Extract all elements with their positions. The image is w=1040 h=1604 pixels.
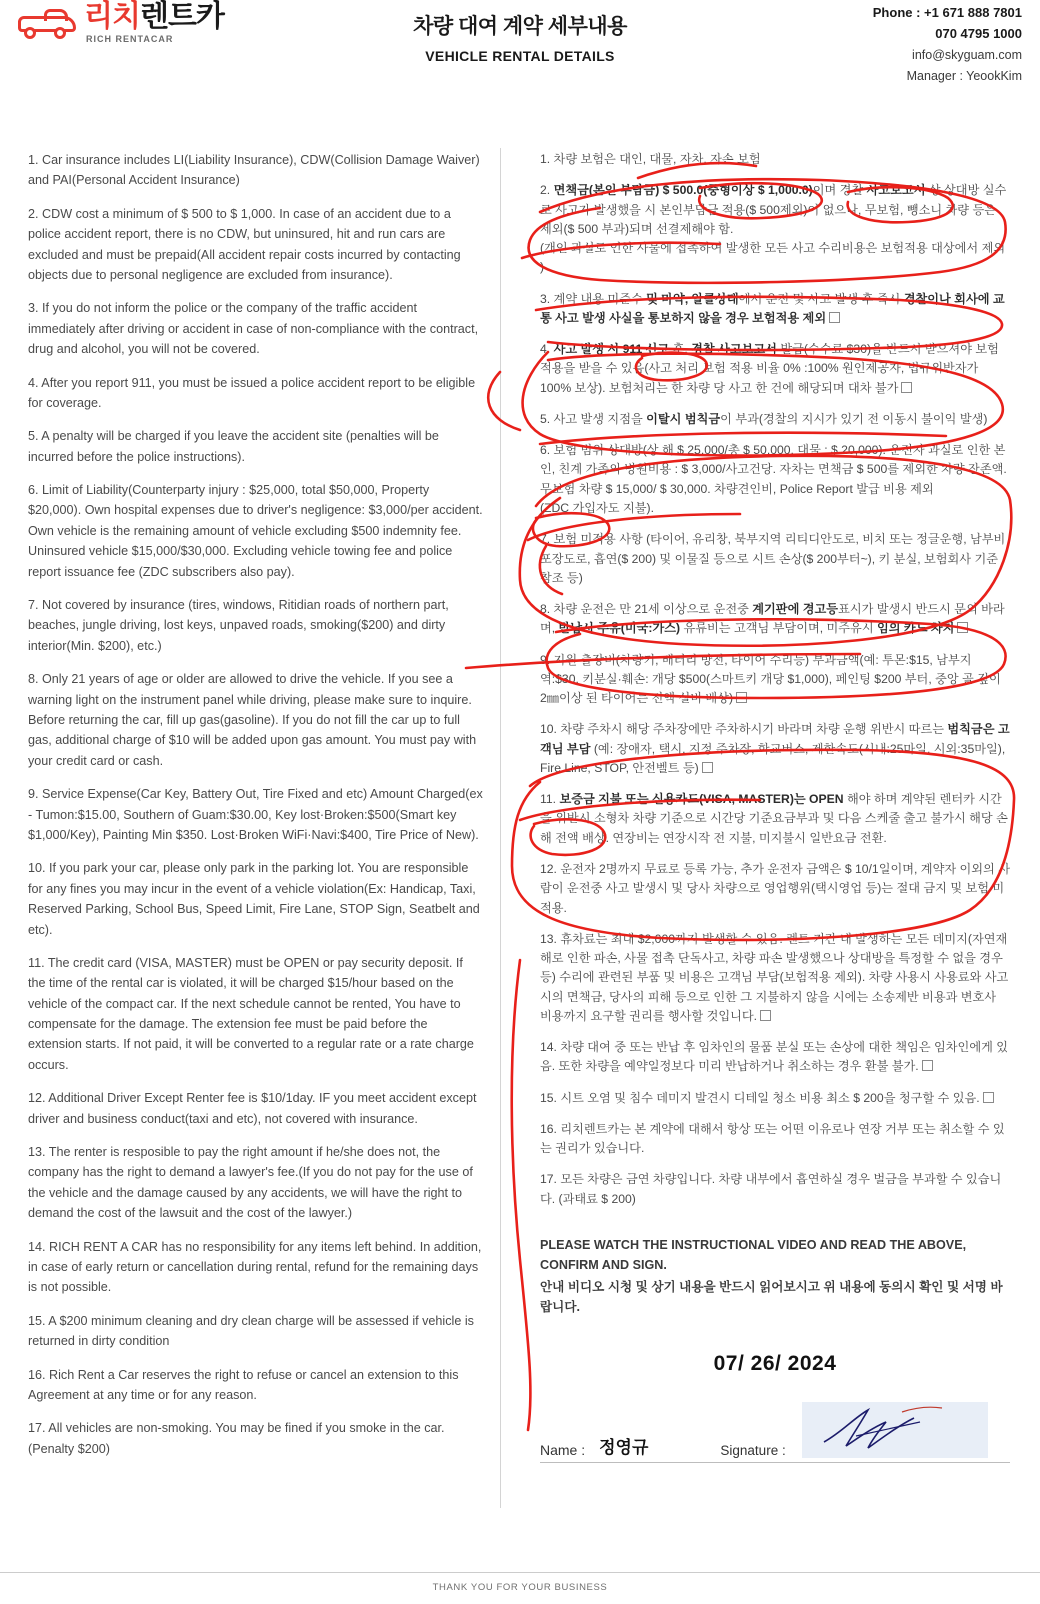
korean-term-14: 14. 차량 대여 중 또는 반납 후 임차인의 물품 분실 또는 손상에 대한 책임은 임차인에게 있음. 또한 차량을 예약일정보다 미리 반납하거나 취소하는 경우 환불 불가. [540, 1040, 1009, 1074]
page-title-korean: 차량 대여 계약 세부내용 [413, 15, 627, 38]
english-term-9: 9. Service Expense(Car Key, Battery Out, Tire Fixed and etc) Amount Charged(ex - Tumon:$15.00, Southern of Guam:$30.00, Key lost·Broken:$500(Smart key $1,000/Key), Painting Min $350. Lost·Broken WiFi·Navi:$400, Tire Price of New). [28, 787, 483, 842]
english-term-11: 11. The credit card (VISA, MASTER) must be OPEN or pay security deposit. If the time of the rental car is violated, it will be charged $15/hour based on the vehicle of the compact car. If the next schedule cannot be rented, You have to compensate for the damage. The extension fee must be paid before the extension starts. If not paid, it will be converted to a regular rate or a rate charge occurs. [28, 955, 474, 1072]
korean-term-6: 6. 보험 범위 상대방(상 해 $ 25,000/총 $ 50,000, 대물 : $ 20,000). 운전자 과실로 인한 본인, 친계 가족의 병원비용 : $ 3,000/사고건당. 자차는 면책금 $ 500를 제외한 차량 잔존액. 무보험 차량 $ 15,000/ $ 30,000. 차량견인비, Police Report 발급 비용 제외 (ZDC 가입자도 지불). [540, 443, 1007, 515]
korean-term-13: 13. 휴차료는 최대 $2,000까지 발생할 수 있음. 렌트 기간 내 발생하는 모든 데미지(자연재해로 인한 파손, 사물 접촉 단독사고, 차량 파손 발생했으나 상대방을 특정할 수 없을 경우 등) 수리에 관련된 부품 및 비용은 고객님 부담(보험적용 제외). 차량 사용시 사용료와 사고시의 면책금, 당사의 피해 등으로 인한 그 지불하지 않을 시에는 소송제반 비용과 변호사 비용까지 요구할 권리를 행사할 것입니다. [540, 931, 1009, 1023]
korean-term-8: 8. 차량 운전은 만 21세 이상으로 운전중 계기판에 경고등표시가 발생시 반드시 문의 바라며, 반납시 주유(미국:가스) 유류비는 고객님 부담이며, 미주유시 임의 카드 차지 [540, 602, 1005, 636]
english-term-10: 10. If you park your car, please only park in the parking lot. You are responsible for any fines you may incur in the event of a vehicle violation(Ex: Handicap, Taxi, Reserved Parking, School Bus, Speed Limit, Fire Lane, STOP Sign, Seatbelt and etc). [28, 861, 480, 937]
korean-term-17: 17. 모든 차량은 금연 차량입니다. 차량 내부에서 흡연하실 경우 벌금을 부과할 수 있습니다. (과태료 $ 200) [540, 1172, 1002, 1206]
korean-term-7: 7. 보험 미적용 사항 (타이어, 유리창, 북부지역 리티디안도로, 비치 또는 정글운행, 남부비포장도로, 흡연($ 200) 및 이물질 등으로 시트 손상($ 200부터~), 키 분실, 보험회사 기준 참조 등) [540, 532, 1006, 585]
notice-english: PLEASE WATCH THE INSTRUCTIONAL VIDEO AND READ THE ABOVE, CONFIRM AND SIGN. [540, 1237, 967, 1273]
korean-term-1: 1. 차량 보험은 대인, 대물, 자차, 자손 보험 [540, 152, 761, 166]
english-terms-column [28, 150, 483, 1472]
korean-terms-column [540, 150, 1010, 1463]
english-term-15: 15. A $200 minimum cleaning and dry clean charge will be assessed if vehicle is returned in dirty condition [28, 1313, 474, 1349]
english-term-12: 12. Additional Driver Except Renter fee is $10/1day. IF you meet accident except driver and business conduct(taxi and etc), not covered with insurance. [28, 1091, 477, 1126]
korean-term-2: 2. 면책금(본인 부담금) $ 500.0(중형이상 $ 1,000.0)이며 경찰 사고보고서 상 상대방 실수로 사고가 발생했을 시 본인부담금 적용($ 500제외)이 없으나, 무보험, 뺑소니 차량 등은 제외($ 500 부과)되며 선결제해야 함. (개인 과실로 인한 사물에 접촉하여 발생한 모든 사고 수리비용은 보험적용 대상에서 제외 ) [540, 183, 1007, 275]
term-checkbox[interactable] [922, 1060, 933, 1071]
notice-block [540, 1235, 1010, 1318]
term-checkbox[interactable] [829, 312, 840, 323]
english-term-13: 13. The renter is resposible to pay the right amount if he/she does not, the company has the right to demand a lawyer's fee.(If you do not pay for the use of the vehicle and the damage caused by any accidents, we will have the right to demand the cost of the lawsuit and the cost of the lawyer.) [28, 1145, 473, 1221]
korean-term-5: 5. 사고 발생 지점을 이탈시 범칙금이 부과(경찰의 지시가 있기 전 이동시 불이익 발생) [540, 411, 988, 426]
notice-korean: 안내 비디오 시청 및 상기 내용을 반드시 읽어보시고 위 내용에 동의시 확인 및 서명 바랍니다. [540, 1280, 1003, 1315]
english-term-1: 1. Car insurance includes LI(Liability Insurance), CDW(Collision Damage Waiver) and PAI(Personal Accident Insurance) [28, 153, 480, 188]
english-term-16: 16. Rich Rent a Car reserves the right to refuse or cancel an extension to this Agreement at any time or for any reason. [28, 1367, 459, 1402]
korean-term-3: 3. 계약 내용 미준수 및 마약, 알콜상태에서 운전 및 사고 발생 후 즉시 경찰이나 회사에 교통 사고 발생 사실을 통보하지 않을 경우 보험적용 제외 [540, 291, 1005, 325]
name-label: Name : [540, 1441, 586, 1458]
korean-term-15: 15. 시트 오염 및 침수 데미지 발견시 디테일 청소 비용 최소 $ 200을 청구할 수 있음. [540, 1089, 1010, 1108]
name-value: 정영규 [599, 1437, 649, 1457]
signature-row [540, 1402, 1010, 1463]
term-checkbox[interactable] [957, 622, 968, 633]
korean-term-16: 16. 리치렌트카는 본 계약에 대해서 항상 또는 어떤 이유로나 연장 거부 또는 취소할 수 있는 권리가 있습니다. [540, 1121, 1005, 1156]
english-term-14: 14. RICH RENT A CAR has no responsibility for any items left behind. In addition, in case of early return or cancellation during rental, refund for the remaining days is not possible. [28, 1239, 482, 1295]
term-checkbox[interactable] [702, 762, 713, 773]
signature-mark [802, 1402, 988, 1458]
phone-primary: Phone : +1 671 888 7801 [872, 5, 1022, 20]
korean-term-10: 10. 차량 주차시 해당 주차장에만 주차하시기 바라며 차량 운행 위반시 따르는 범칙금은 고객님 부담 (예: 장애자, 택시, 지정 주차장, 학교버스, 제한속도(시내:25마일, 시외:35마일), Fire Line, STOP, 안전벨트 등) [540, 722, 1010, 775]
english-term-8: 8. Only 21 years of age or older are allowed to drive the vehicle. If you see a warning light on the instrument panel while driving, please make sure to inquire. Before returning the car, fill up gas(gasoline). If you do not fill the car up to full gas, additional charge of $10 will be added upon gas amount. You must pay with your credit card or cash. [28, 672, 477, 768]
korean-term-11: 11. 보증금 지불 또는 신용카드(VISA, MASTER)는 OPEN 해야 하며 계약된 렌터카 시간을 위반시 소형차 차량 기준으로 시간당 기준요금부과 및 다음 스케줄 출고 불가시 해당 손해 전액 배상. 연장비는 연장시작 전 지불, 미지불시 일반요금 전환. [540, 792, 1008, 845]
term-checkbox[interactable] [760, 1010, 771, 1021]
term-checkbox[interactable] [736, 692, 747, 703]
signature-label: Signature : [720, 1442, 786, 1458]
logo-korean-text: 리치렌트카 [84, 0, 224, 33]
logo-korean-black: 렌트카 [139, 0, 224, 33]
english-term-4: 4. After you report 911, you must be issued a police accident report to be eligible for coverage. [28, 375, 476, 410]
car-icon [18, 8, 78, 38]
english-term-5: 5. A penalty will be charged if you leave the accident site (penalties will be incurred before the police instructions). [28, 429, 439, 464]
english-term-2: 2. CDW cost a minimum of $ 500 to $ 1,000. In case of an accident due to a police accident report, there is no CDW, but uninsured, hit and run cars are excluded and must be prepaid(All accident repair costs incurred by contacting objects due to personal negligence are excluded from insurance). [28, 206, 461, 282]
term-checkbox[interactable] [901, 382, 912, 393]
document-footer: THANK YOU FOR YOUR BUSINESS [0, 1572, 1040, 1604]
english-term-7: 7. Not covered by insurance (tires, windows, Ritidian roads of northern part, beaches, jungle driving, lost keys, unpaved roads, smoking($200) and dirty interior(Min. $200), etc.) [28, 598, 449, 653]
contract-date: 07/ 26/ 2024 [713, 1351, 837, 1375]
contact-block [873, 2, 1022, 86]
company-logo [18, 2, 233, 44]
term-checkbox[interactable] [983, 1092, 994, 1103]
manager-name: Manager : YeookKim [906, 68, 1022, 83]
signature-field[interactable] [802, 1402, 988, 1458]
logo-english-text: RICH RENTACAR [86, 34, 174, 44]
english-term-17: 17. All vehicles are non-smoking. You may be fined if you smoke in the car. (Penalty $200) [28, 1421, 445, 1456]
korean-term-9: 9. 지원 출장비(차량키, 배터리 방전, 타이어 수리등) 부과금액(예: 투몬:$15, 남부지역:$30, 키분실·훼손: 개당 $500(스마트키 개당 $1,000), 페인팅 $200 부터, 중앙 골 깊이 2㎜이상 된 타이어는 전액 실비 배상) [540, 652, 1001, 706]
email-address: info@skyguam.com [912, 47, 1022, 62]
english-term-6: 6. Limit of Liability(Counterparty injury : $25,000, total $50,000, Property $20,000). Own hospital expenses due to driver's negligence: $3,000/per accident. Own vehicle is the remaining amount of vehicle excluding $500 indemnity fee. Uninsured vehicle $15,000/$30,000. Excluding vehicle towing fee and police report issuance fee (ZDC subscribers also pay). [28, 483, 483, 579]
phone-secondary: 070 4795 1000 [935, 26, 1022, 42]
document-header [0, 0, 1040, 100]
korean-term-4: 4. 사고 발생 시 911 신고 후, 경찰 사고보고서 발급(수수료 $30)을 반드시 받으셔야 보험 적용을 받을 수 있음(사고 처리 보험 적용 비율 0% :100% 원인제공자, 법규위반자가 100% 보상). 보험처리는 한 차량 당 사고 한 건에 해당되며 대차 불가 [540, 342, 999, 395]
korean-term-12: 12. 운전자 2명까지 무료로 등록 가능, 추가 운전자 금액은 $ 10/1일이며, 계약자 이외의 사람이 운전중 사고 발생시 및 당사 차량으로 영업행위(택시영업 등)는 절대 금지 및 보험 미적용. [540, 861, 1010, 915]
page-title-english: VEHICLE RENTAL DETAILS [425, 48, 615, 64]
terms-columns [0, 150, 1040, 1540]
english-term-3: 3. If you do not inform the police or the company of the traffic accident immediately after driving or accident in case of non-compliance with the contract, drug and alcohol, you will not be covered. [28, 301, 479, 357]
